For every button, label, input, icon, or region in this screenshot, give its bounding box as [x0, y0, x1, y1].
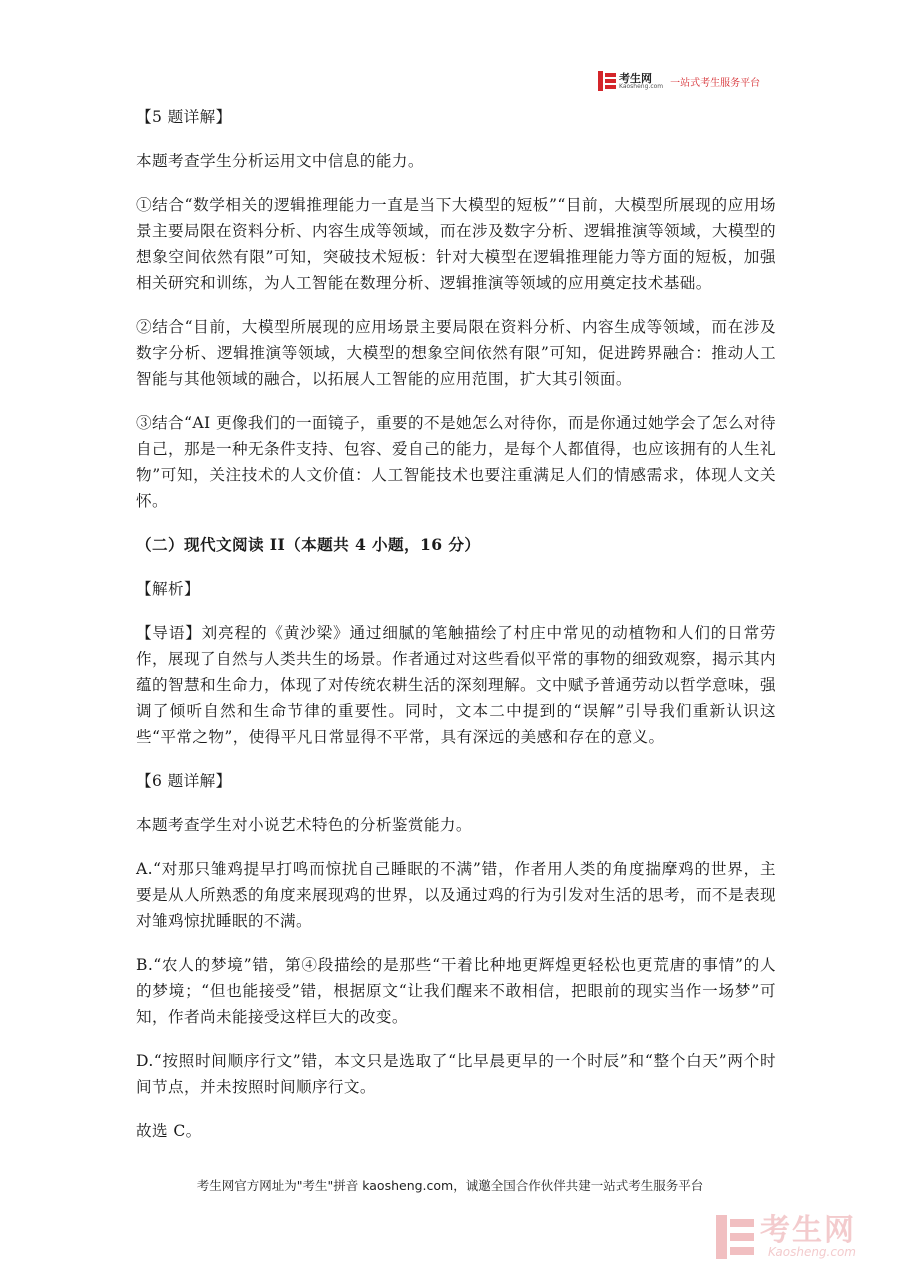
paragraph: ①结合“数学相关的逻辑推理能力一直是当下大模型的短板”“目前，大模型所展现的应用场景主要局限在资料分析、内容生成等领域，而在涉及数字分析、逻辑推演等领域，大模型的想象空间依然有限”可知，突破技术短板：针对大模型在逻辑推理能力等方面的短板，加强相关研究和训练，为人工智能在数理分析、逻辑推演等领域的应用奠定技术基础。 — [136, 196, 776, 292]
logo-name: 考生网 — [619, 71, 652, 85]
watermark-url: Kaosheng.com — [767, 1245, 856, 1259]
section-heading-reading-ii: （二）现代文阅读 II（本题共 4 小题，16 分） — [136, 535, 481, 554]
section-heading-q6: 【6 题详解】 — [136, 772, 232, 790]
option-a-explanation: A.“对那只雏鸡提早打鸣而惊扰自己睡眠的不满”错，作者用人类的角度揣摩鸡的世界，主要是从人所熟悉的角度来展现鸡的世界，以及通过鸡的行为引发对生活的思考，而不是表现对雏鸡惊扰睡眠的不满。 — [136, 860, 776, 930]
paragraph: 本题考查学生分析运用文中信息的能力。 — [136, 152, 424, 170]
paragraph: 【导语】刘亮程的《黄沙梁》通过细腻的笔触描绘了村庄中常见的动植物和人们的日常劳作，展现了自然与人类共生的场景。作者通过对这些看似平常的事物的细致观察，揭示其内蕴的智慧和生命力，体现了对传统农耕生活的深刻理解。文中赋予普通劳动以哲学意味，强调了倾听自然和生命节律的重要性。同时，文本二中提到的“误解”引导我们重新认识这些“平常之物”，使得平凡日常显得不平常，具有深远的美感和存在的意义。 — [136, 624, 776, 746]
option-d-explanation: D.“按照时间顺序行文”错，本文只是选取了“比早晨更早的一个时辰”和“整个白天”两个时间节点，并未按照时间顺序行文。 — [136, 1052, 776, 1096]
watermark-icon — [716, 1215, 754, 1259]
answer-line: 故选 C。 — [136, 1122, 202, 1140]
paragraph: ③结合“AI 更像我们的一面镜子，重要的不是她怎么对待你，而是你通过她学会了怎么对待自己，那是一种无条件支持、包容、爱自己的能力，是每个人都值得，也应该拥有的人生礼物”可知，关注技术的人文价值：人工智能技术也要注重满足人们的情感需求，体现人文关怀。 — [136, 414, 776, 510]
watermark-name: 考生网 — [760, 1213, 856, 1248]
watermark-logo — [716, 1212, 856, 1262]
section-heading-analysis: 【解析】 — [136, 580, 200, 598]
paragraph: 本题考查学生对小说艺术特色的分析鉴赏能力。 — [136, 816, 472, 834]
document-body — [136, 104, 776, 1162]
kaosheng-logo-icon — [598, 71, 616, 91]
option-b-explanation: B.“农人的梦境”错，第④段描绘的是那些“干着比种地更辉煌更轻松也更荒唐的事情”的人的梦境；“但也能接受”错，根据原文“让我们醒来不敢相信，把眼前的现实当作一场梦”可知，作者尚未能接受这样巨大的改变。 — [136, 956, 776, 1026]
header-slogan: 一站式考生服务平台 — [670, 77, 761, 89]
header-logo — [598, 70, 760, 92]
section-heading-q5: 【5 题详解】 — [136, 108, 232, 126]
paragraph: ②结合“目前，大模型所展现的应用场景主要局限在资料分析、内容生成等领域，而在涉及数字分析、逻辑推演等领域，大模型的想象空间依然有限”可知，促进跨界融合：推动人工智能与其他领域的融合，以拓展人工智能的应用范围，扩大其引领面。 — [136, 318, 776, 388]
footer-text: 考生网官方网址为"考生"拼音 kaosheng.com，诚邀全国合作伙伴共建一站式考生服务平台 — [196, 1178, 704, 1193]
logo-url: Kaosheng.com — [619, 82, 664, 90]
